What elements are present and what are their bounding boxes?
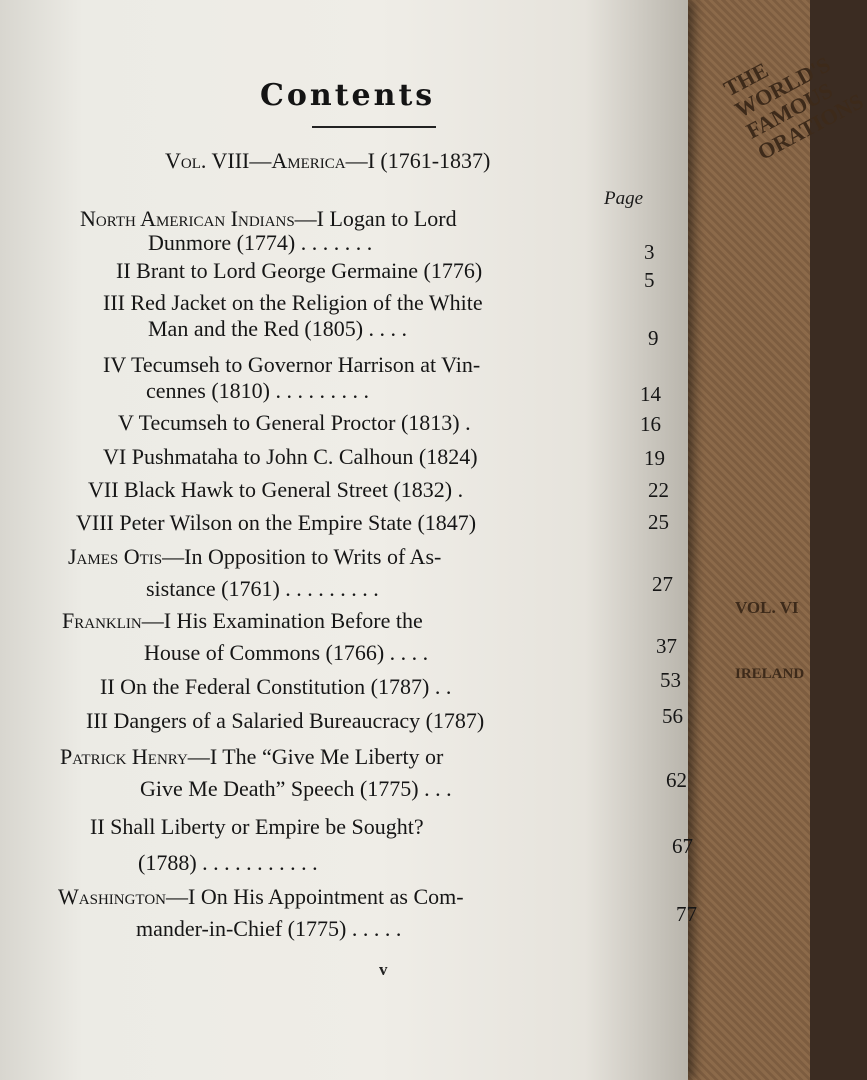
page-number: 56 <box>662 704 683 728</box>
page-number: 67 <box>672 834 693 858</box>
toc-entry-line: Man and the Red (1805) . . . . <box>148 316 408 341</box>
page-number: 25 <box>648 510 669 534</box>
orator-name: James Otis— <box>68 544 185 569</box>
toc-entry-line: VI Pushmataha to John C. Calhoun (1824) <box>103 444 478 469</box>
toc-entry-line: Patrick Henry—I The “Give Me Liberty or <box>60 744 444 769</box>
toc-entry-line: V Tecumseh to General Proctor (1813) . <box>118 410 471 435</box>
spine-title: THE WORLD'S FAMOUS ORATIONS <box>719 51 867 165</box>
toc-entry-line: Franklin—I His Examination Before the <box>62 608 423 633</box>
orator-name: Patrick Henry— <box>60 744 210 769</box>
toc-entry-line: House of Commons (1766) . . . . <box>144 640 429 665</box>
toc-entry-line: (1788) . . . . . . . . . . . <box>138 850 318 875</box>
page-number: 22 <box>648 478 669 502</box>
orator-name: North American Indians— <box>80 206 317 231</box>
toc-entry-line: II Brant to Lord George Germaine (1776) <box>116 258 483 283</box>
toc-entry-line: III Red Jacket on the Religion of the White <box>103 290 483 315</box>
page-number: 3 <box>644 240 655 264</box>
page-column-label: Page <box>604 188 644 209</box>
toc-entry-line: Dunmore (1774) . . . . . . . <box>148 230 373 255</box>
toc-entry-line: VIII Peter Wilson on the Empire State (1847) <box>76 510 477 535</box>
page-number: 27 <box>652 572 673 596</box>
toc-entry-line: sistance (1761) . . . . . . . . . <box>146 576 379 601</box>
spine-volume: VOL. VI <box>735 598 799 617</box>
toc-entry-line: Washington—I On His Appointment as Com- <box>58 884 464 909</box>
page-number: 9 <box>648 326 659 350</box>
page-number: 5 <box>644 268 655 292</box>
page-folio: v <box>379 960 388 979</box>
page-number: 37 <box>656 634 677 658</box>
toc-entry-line: James Otis—In Opposition to Writs of As- <box>68 544 442 569</box>
toc-entry-line: III Dangers of a Salaried Bureaucracy (1787) <box>86 708 485 733</box>
toc-entry-line: IV Tecumseh to Governor Harrison at Vin- <box>103 352 481 377</box>
page-number: 19 <box>644 446 665 470</box>
page-number: 53 <box>660 668 681 692</box>
toc-entry-line: II On the Federal Constitution (1787) . . <box>100 674 452 699</box>
spine-subject: IRELAND <box>735 666 805 682</box>
page-title: Contents <box>260 78 436 113</box>
toc-entry-line: North American Indians—I Logan to Lord <box>80 206 457 231</box>
page-number: 14 <box>640 382 661 406</box>
orator-name: Washington— <box>58 884 188 909</box>
title-rule <box>312 126 436 128</box>
toc-entry-line: II Shall Liberty or Empire be Sought? <box>90 814 424 839</box>
orator-name: Franklin— <box>62 608 164 633</box>
volume-line: Vol. VIII—America—I (1761-1837) <box>165 148 491 173</box>
toc-entry-line: cennes (1810) . . . . . . . . . <box>146 378 370 403</box>
page-number: 16 <box>640 412 661 436</box>
toc-entry-line: mander-in-Chief (1775) . . . . . <box>136 916 402 941</box>
toc-entry-line: Give Me Death” Speech (1775) . . . <box>140 776 452 801</box>
toc-entry-line: VII Black Hawk to General Street (1832) . <box>88 477 464 502</box>
page-number: 77 <box>676 902 697 926</box>
page-number: 62 <box>666 768 687 792</box>
